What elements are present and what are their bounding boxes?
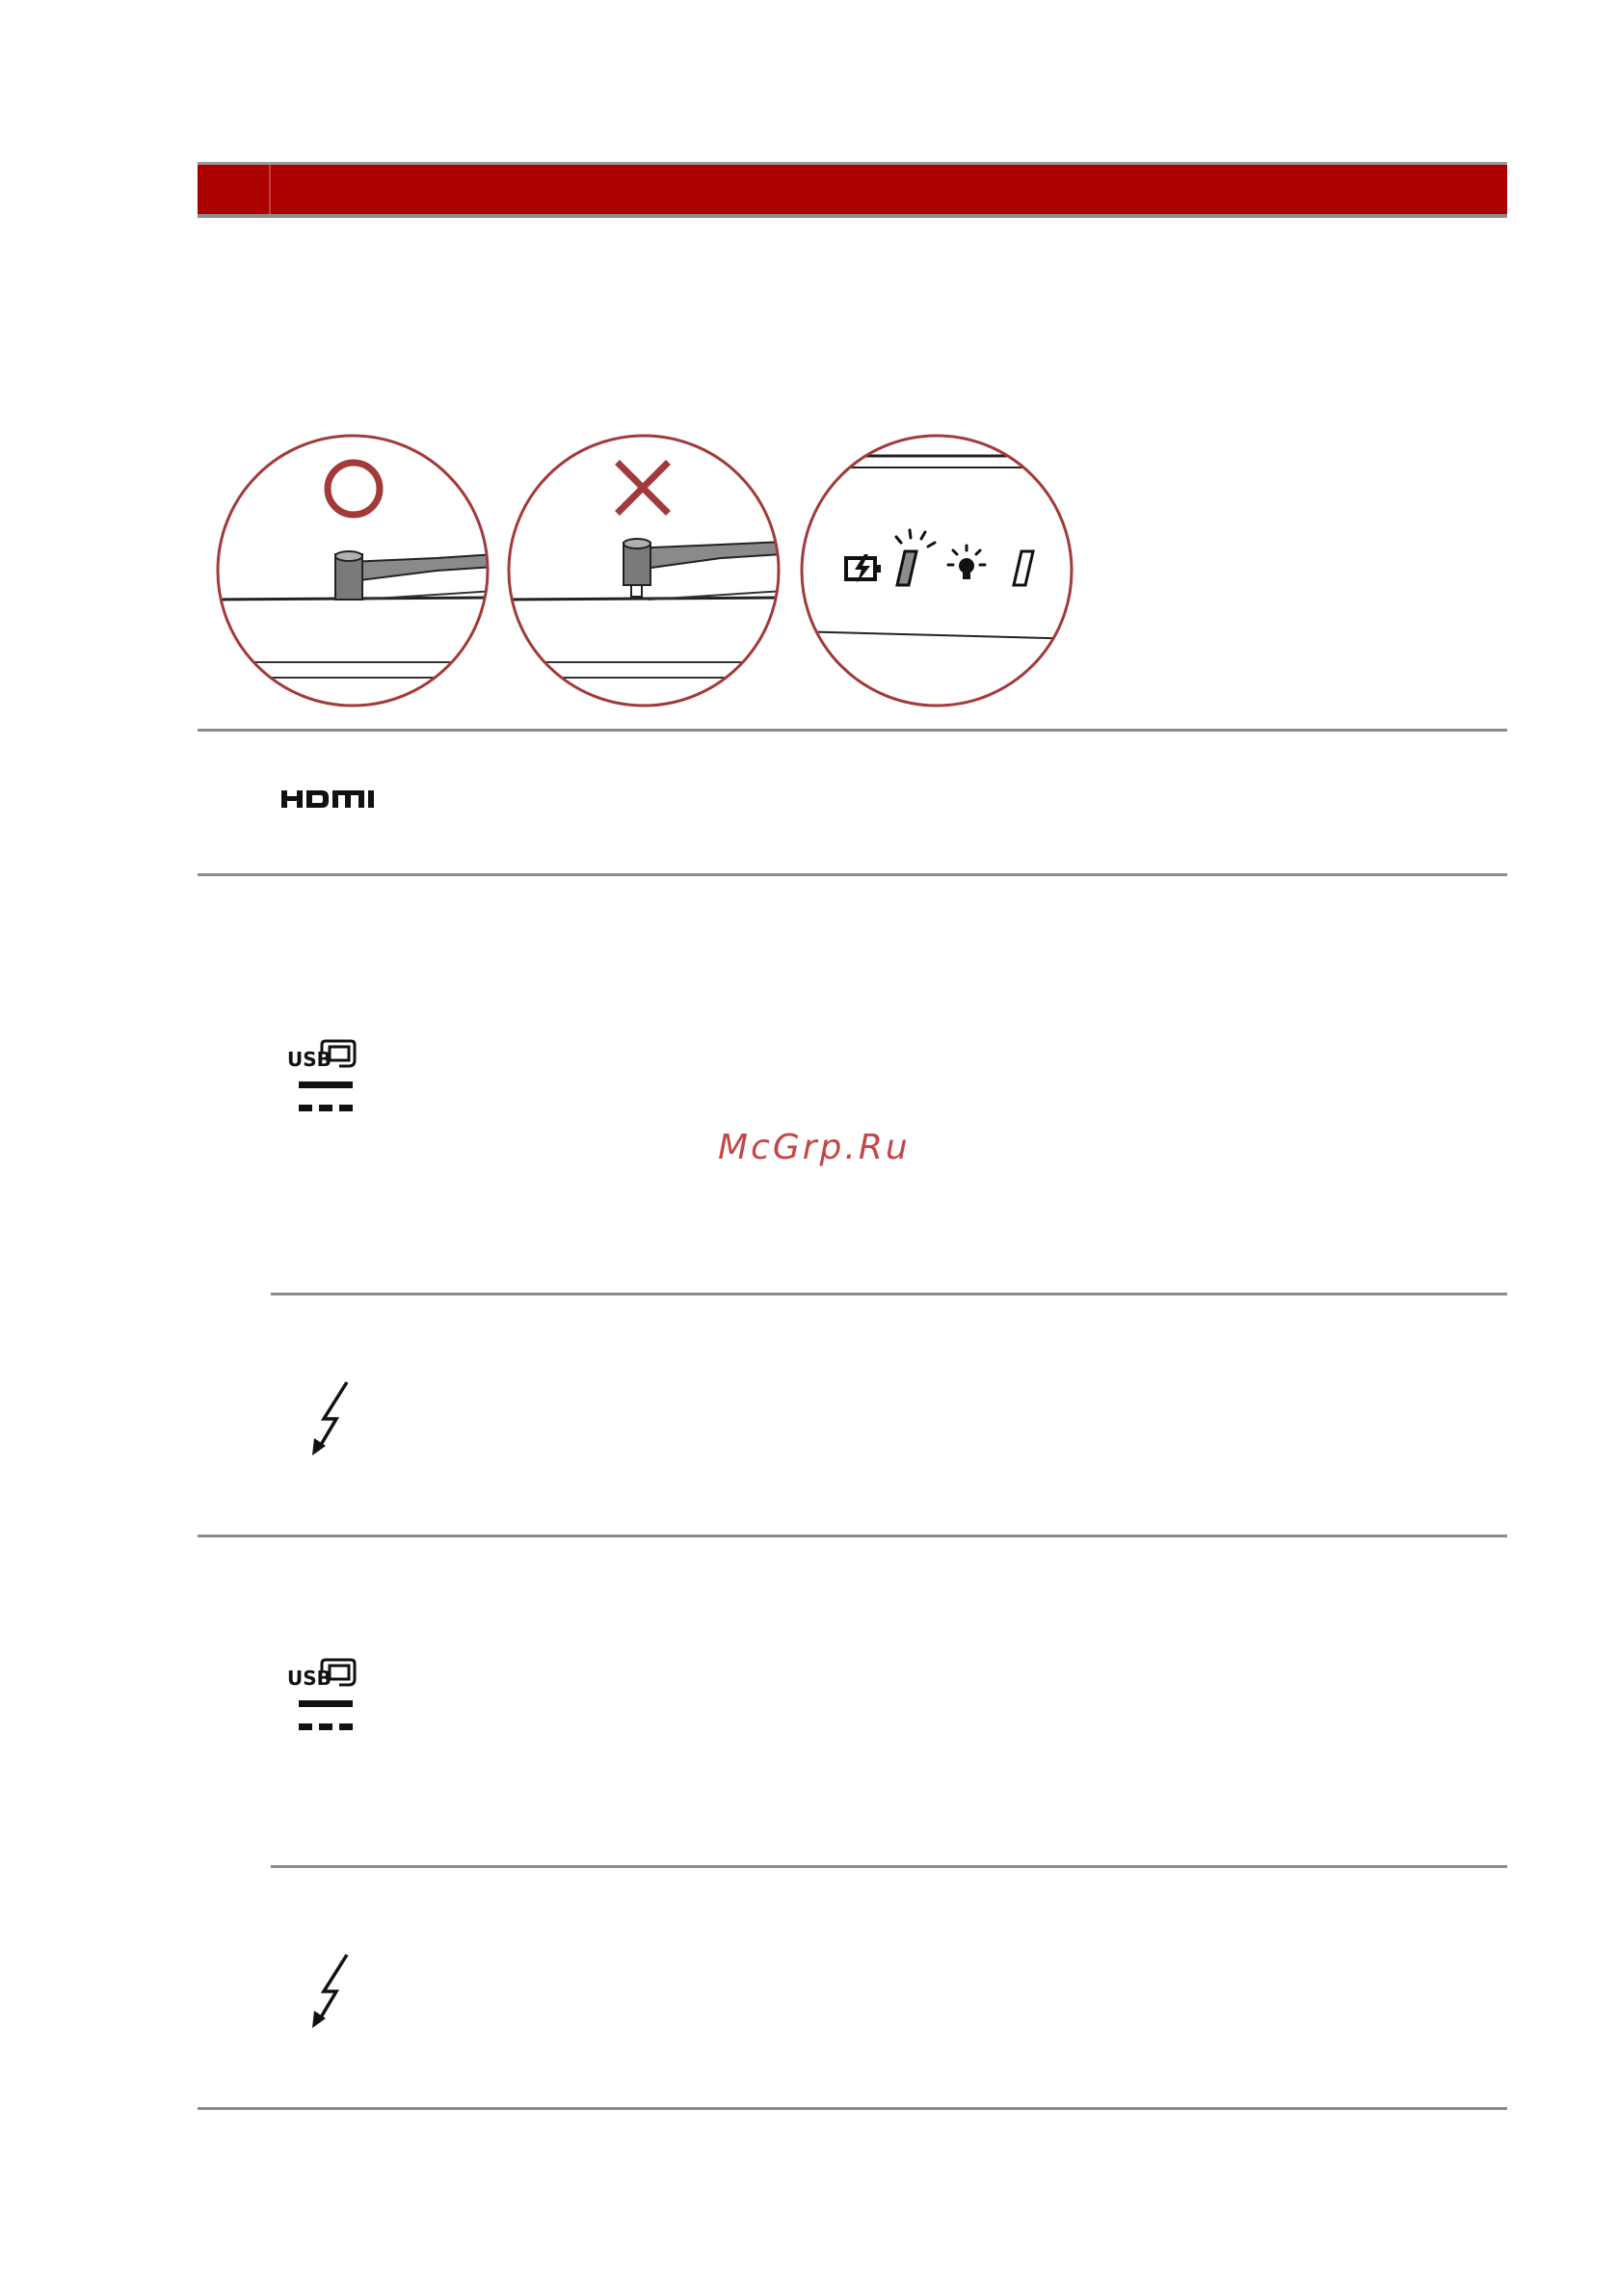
section-header-bar bbox=[198, 162, 1507, 218]
table-rule-3 bbox=[271, 1293, 1507, 1295]
usb-logo-text: USB bbox=[287, 1667, 332, 1690]
table-rule-1 bbox=[198, 729, 1507, 732]
correct-connection-illustration bbox=[215, 436, 494, 706]
table-rule-4 bbox=[198, 1535, 1507, 1537]
table-rule-6 bbox=[198, 2107, 1507, 2110]
thunderbolt-icon bbox=[310, 1953, 353, 2030]
thunderbolt-icon bbox=[310, 1380, 353, 1457]
usb-dc-icon bbox=[287, 1039, 360, 1120]
power-light-icon bbox=[948, 546, 985, 579]
circle-ok-icon bbox=[328, 463, 380, 515]
wrong-connection-illustration bbox=[504, 436, 783, 706]
cross-wrong-icon bbox=[620, 465, 666, 511]
hdmi-icon bbox=[281, 790, 382, 810]
watermark-text: McGrp.Ru bbox=[718, 1128, 911, 1167]
usb-logo-text: USB bbox=[287, 1048, 332, 1071]
indicator-lights-illustration bbox=[793, 436, 1082, 706]
connector-illustrations bbox=[215, 429, 1088, 713]
table-rule-5 bbox=[271, 1865, 1507, 1868]
usb-dc-icon bbox=[287, 1658, 360, 1739]
section-header-tab bbox=[198, 165, 271, 214]
battery-charging-icon bbox=[846, 554, 881, 583]
table-rule-2 bbox=[198, 873, 1507, 876]
